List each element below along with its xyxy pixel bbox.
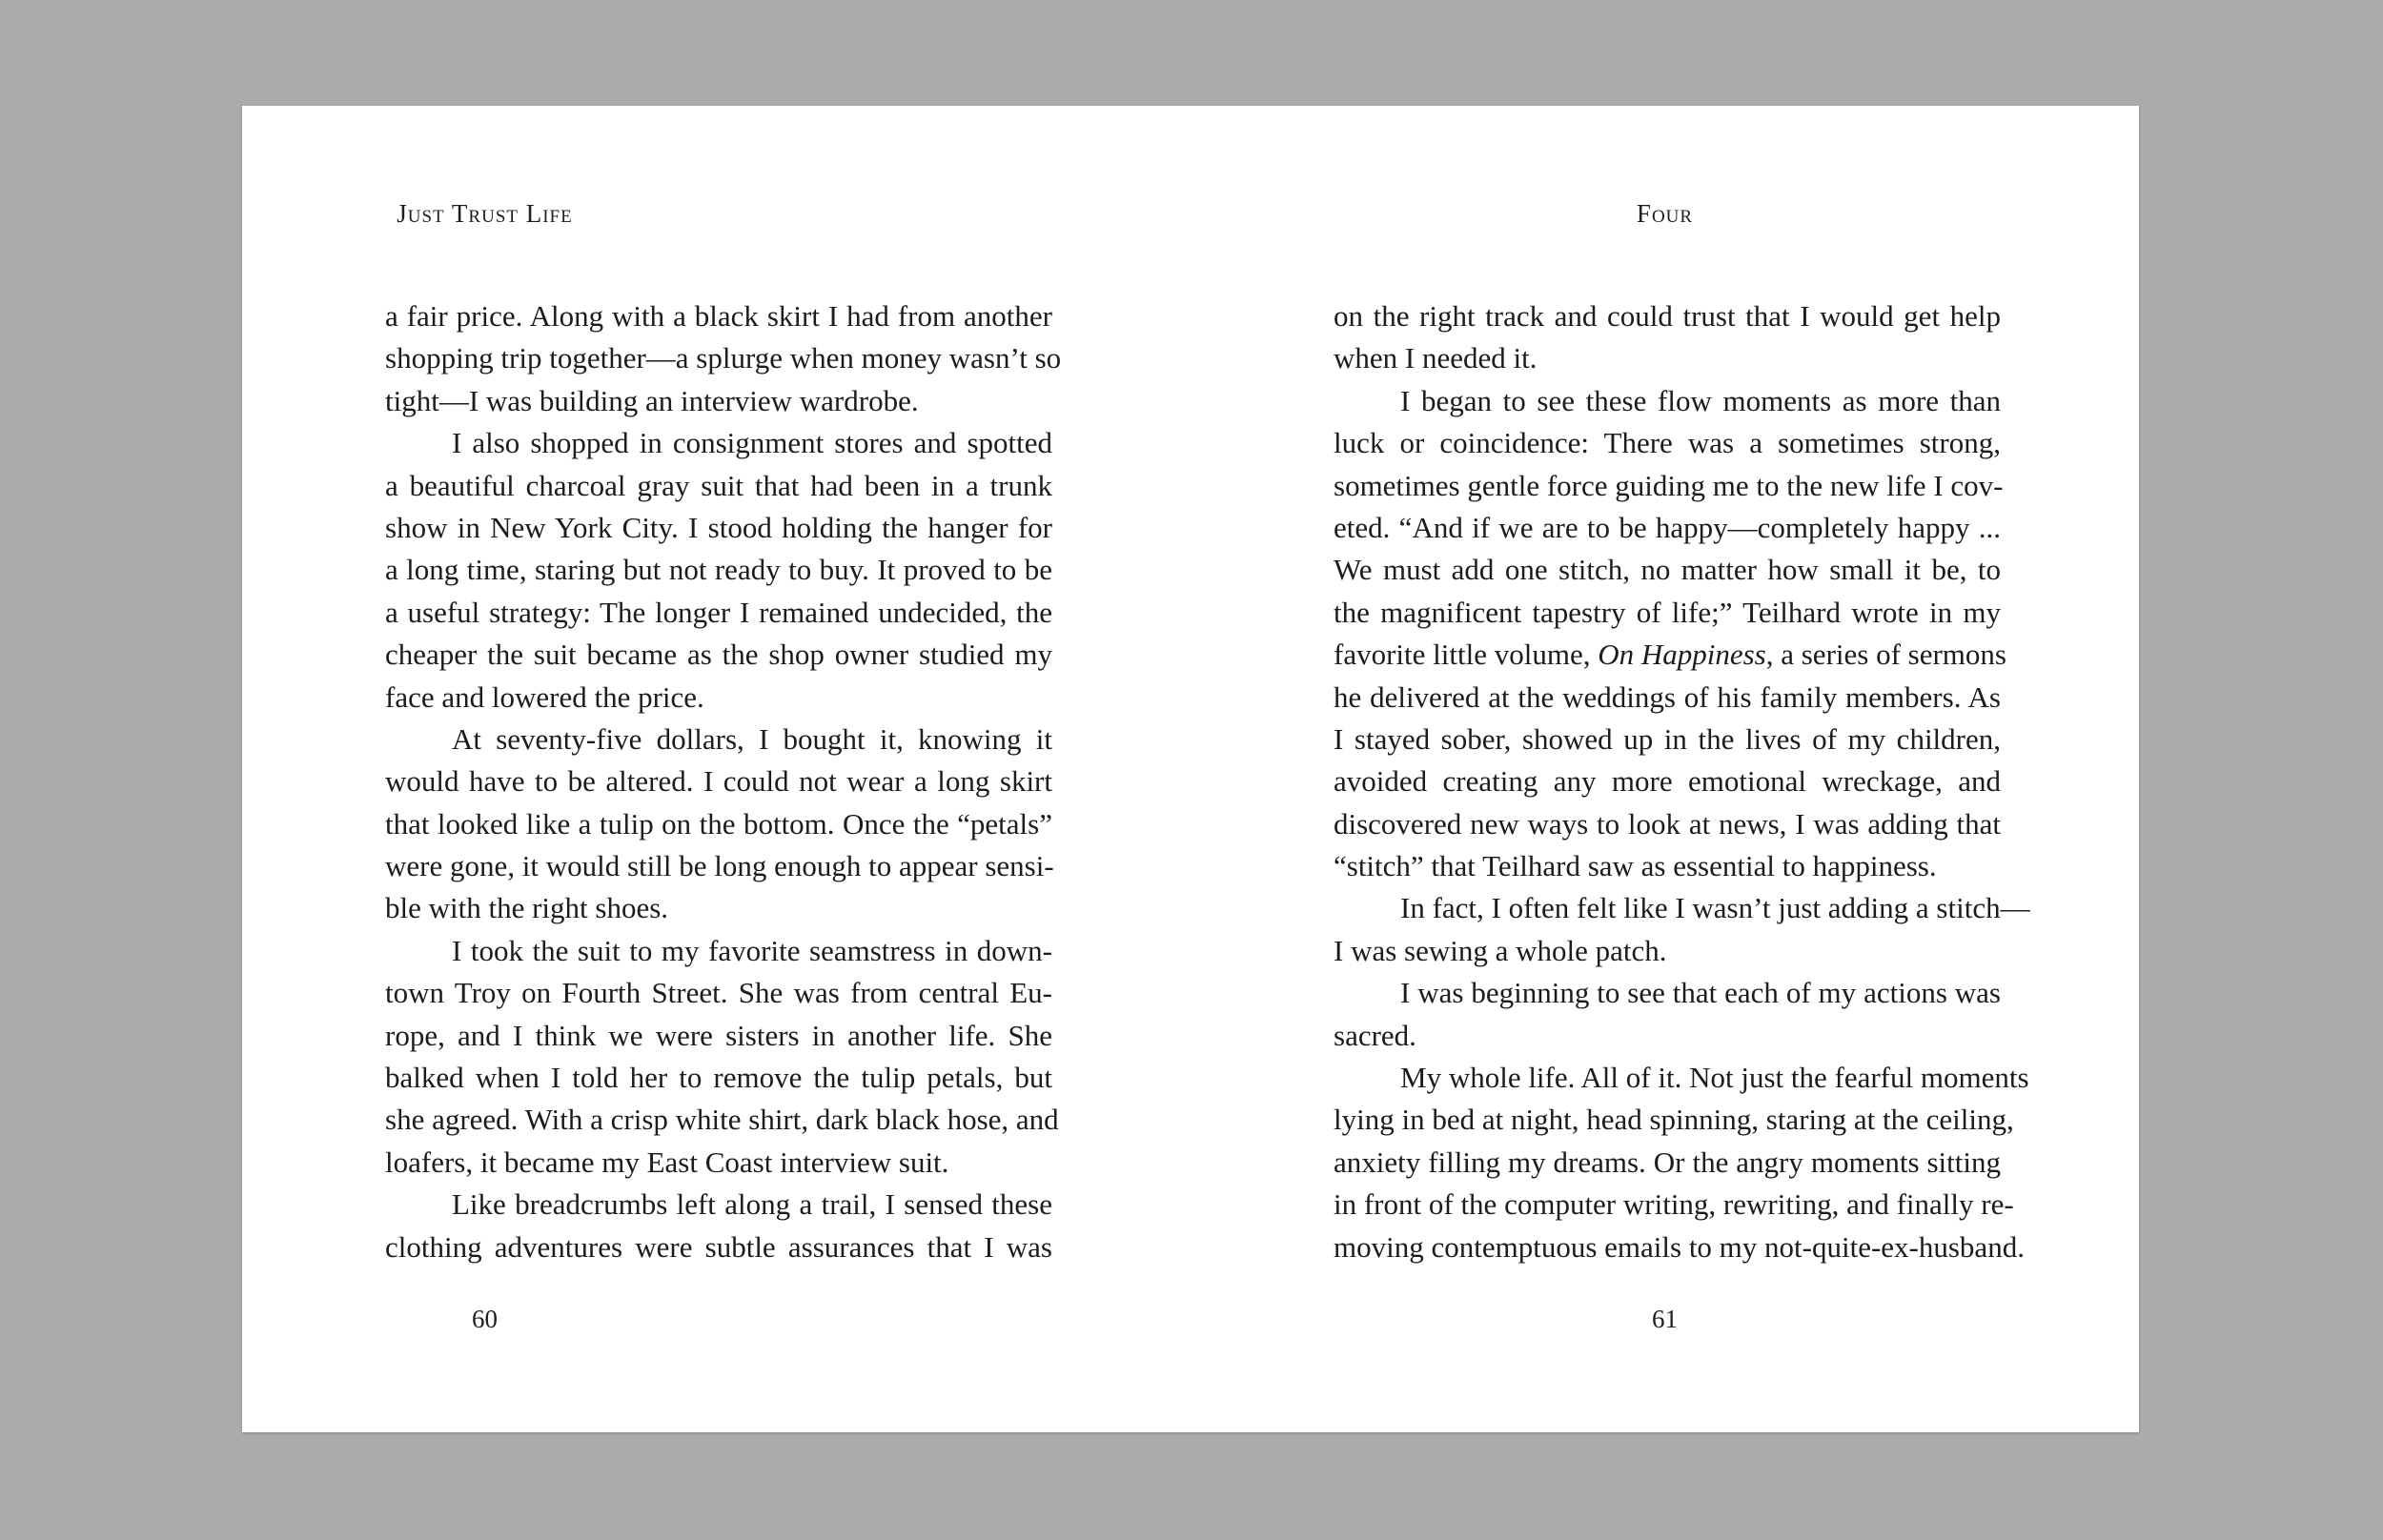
text-line: I began to see these flow moments as more than (1400, 383, 2001, 417)
text-line: sacred. (1334, 1018, 1416, 1052)
text-line: “stitch” that Teilhard saw as essential to happiness. (1334, 849, 1937, 883)
text-line: At seventy-five dollars, I bought it, knowing it (452, 721, 1052, 756)
text-line: I stayed sober, showed up in the lives of my children, (1334, 721, 2001, 756)
text-line: I was beginning to see that each of my actions was (1400, 976, 2001, 1010)
text-line: he delivered at the weddings of his family members. As (1334, 679, 2001, 714)
text-line: the magnificent tapestry of life;” Teilhard wrote in my (1334, 595, 2001, 629)
text-line: town Troy on Fourth Street. She was from central Eu- (385, 976, 1052, 1010)
text-line: My whole life. All of it. Not just the fearful moments (1400, 1061, 2029, 1095)
text-line: ble with the right shoes. (385, 891, 669, 925)
text-line: clothing adventures were subtle assurances that I was (385, 1229, 1052, 1264)
book-title-italic: On Happiness (1598, 638, 1766, 672)
text-line: discovered new ways to look at news, I was adding that (1334, 806, 2001, 841)
text-line: balked when I told her to remove the tulip petals, but (385, 1061, 1052, 1095)
text-line: a beautiful charcoal gray suit that had been in a trunk (385, 468, 1052, 502)
text-line: In fact, I often felt like I wasn’t just adding a stitch— (1400, 891, 2030, 925)
text-line: We must add one stitch, no matter how small it be, to (1334, 553, 2001, 587)
text-line-segment: , a series of sermons (1765, 638, 2006, 672)
text-line: eted. “And if we are to be happy—completely happy ... (1334, 510, 2001, 544)
text-line: a useful strategy: The longer I remained undecided, the (385, 595, 1052, 629)
text-line: when I needed it. (1334, 341, 1538, 375)
text-line: a long time, staring but not ready to buy. It proved to be (385, 553, 1052, 587)
text-line: Like breadcrumbs left along a trail, I sensed these (452, 1187, 1052, 1222)
text-line: I took the suit to my favorite seamstress in down- (452, 933, 1052, 967)
text-line: sometimes gentle force guiding me to the new life I cov- (1334, 468, 2004, 502)
text-line: show in New York City. I stood holding the hanger for (385, 510, 1052, 544)
text-line: were gone, it would still be long enough to appear sensi- (385, 849, 1054, 883)
text-line: I was sewing a whole patch. (1334, 933, 1667, 967)
text-line: a fair price. Along with a black skirt I had from another (385, 299, 1052, 333)
left-page-body-text (385, 295, 1062, 1268)
text-line: tight—I was building an interview wardrobe. (385, 383, 919, 417)
running-head-left-text: Just Trust Life (397, 199, 573, 228)
text-line: rope, and I think we were sisters in another life. She (385, 1018, 1052, 1052)
page-number-left-text: 60 (472, 1305, 498, 1333)
page-number-right-text: 61 (1652, 1305, 1678, 1333)
running-head-right (1191, 199, 2139, 229)
book-spread (242, 106, 2139, 1432)
text-line: on the right track and could trust that I would get help (1334, 299, 2001, 333)
text-line: would have to be altered. I could not wear a long skirt (385, 764, 1052, 799)
text-line: she agreed. With a crisp white shirt, dark black hose, and (385, 1103, 1059, 1137)
text-line-segment: favorite little volume, (1334, 638, 1599, 672)
text-line: moving contemptuous emails to my not-quite-ex-husband. (1334, 1229, 2025, 1264)
left-page (242, 106, 1191, 1432)
text-line: shopping trip together—a splurge when money wasn’t so (385, 341, 1062, 375)
text-line: cheaper the suit became as the shop owner studied my (385, 638, 1052, 672)
text-line: anxiety filling my dreams. Or the angry moments sitting (1334, 1145, 2001, 1179)
text-line: face and lowered the price. (385, 679, 704, 714)
running-head-left (242, 199, 1191, 229)
text-line: I also shopped in consignment stores and spotted (452, 426, 1052, 460)
right-page (1191, 106, 2139, 1432)
text-line: luck or coincidence: There was a sometimes strong, (1334, 426, 2001, 460)
page-number-left (242, 1305, 1191, 1334)
running-head-right-text: Four (1636, 199, 1694, 228)
text-line: lying in bed at night, head spinning, staring at the ceiling, (1334, 1103, 2014, 1137)
text-line: in front of the computer writing, rewriting, and finally re- (1334, 1187, 2014, 1222)
right-page-body-text (1334, 295, 2030, 1268)
page-number-right (1191, 1305, 2139, 1334)
text-line: loafers, it became my East Coast interview suit. (385, 1145, 949, 1179)
text-line: avoided creating any more emotional wreckage, and (1334, 764, 2001, 799)
text-line: that looked like a tulip on the bottom. Once the “petals” (385, 806, 1052, 841)
text-line (1334, 634, 2006, 676)
